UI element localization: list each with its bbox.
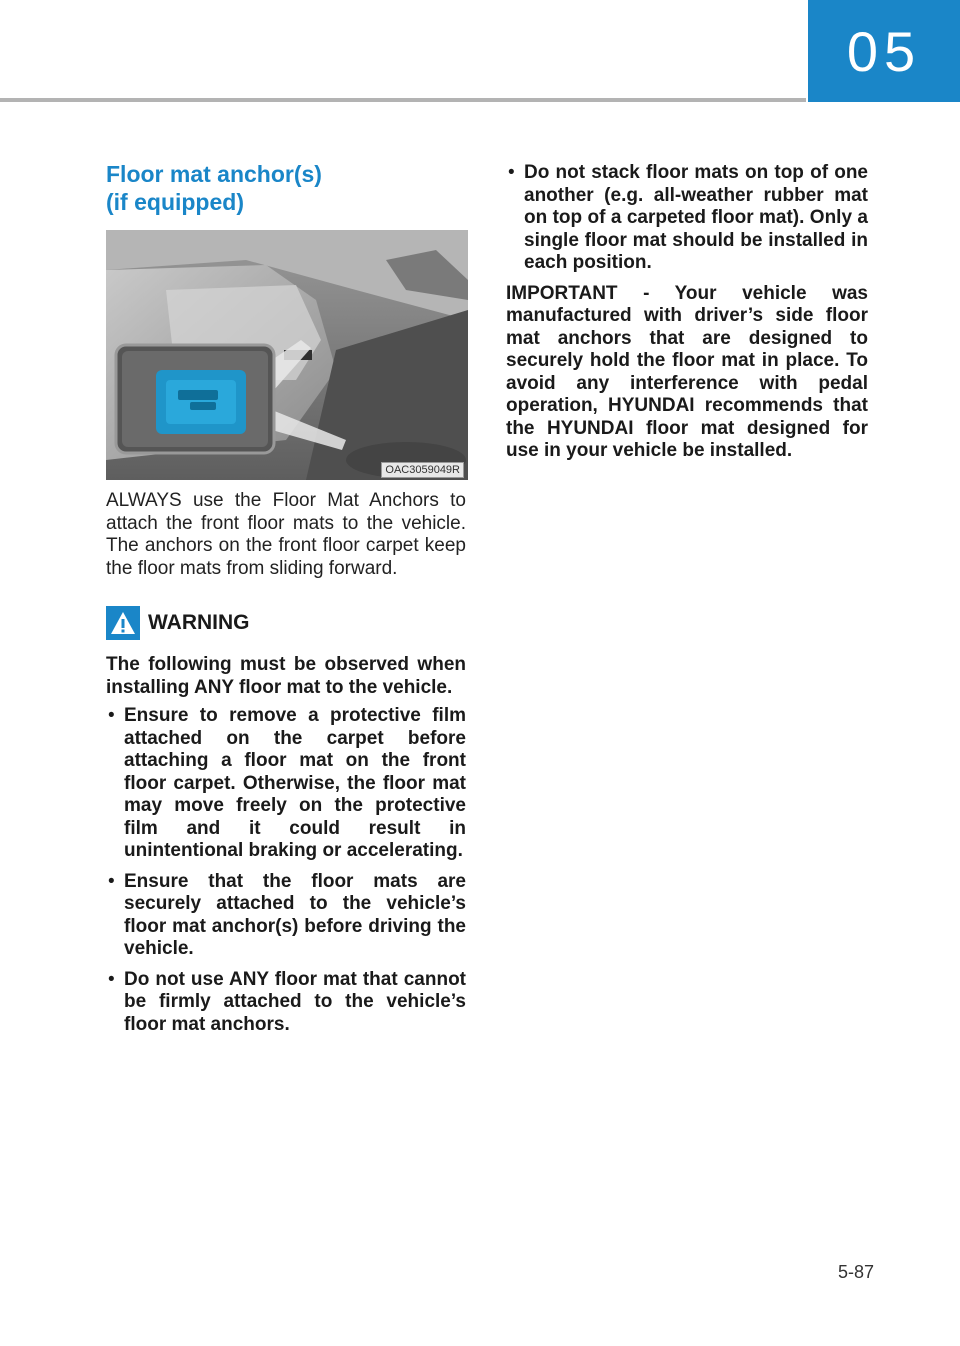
- floor-mat-anchor-illustration: [106, 230, 468, 480]
- right-column: [506, 162, 868, 463]
- warning-title: WARNING: [148, 611, 250, 634]
- header-rule: [0, 98, 806, 102]
- section-title-line2: (if equipped): [106, 189, 244, 215]
- warning-lead: The following must be observed when installing ANY floor mat to the vehicle.: [106, 654, 466, 698]
- intro-paragraph: ALWAYS use the Floor Mat Anchors to attach the front floor mats to the vehicle. The anchors on the front floor carpet keep the floor mats from sliding forward.: [106, 490, 466, 579]
- page-number: 5-87: [838, 1262, 875, 1282]
- figure-caption: OAC3059049R: [381, 462, 464, 478]
- list-item: • Ensure that the floor mats are securely attached to the vehicle’s floor mat anchor(s) before driving the vehicle.: [106, 871, 466, 961]
- list-item: • Ensure to remove a protective film attached on the carpet before attaching a floor mat on the front floor carpet. Otherwise, the floor mat may move freely on the protective film and it could result in unintentional braking or accelerating.: [106, 705, 466, 863]
- chapter-number: 05: [846, 19, 922, 83]
- warning-triangle-icon: [106, 606, 140, 640]
- section-title-line1: Floor mat anchor(s): [106, 161, 322, 187]
- warning-list: [106, 705, 466, 1036]
- list-item: • Do not stack floor mats on top of one another (e.g. all-weather rubber mat on top of a carpeted floor mat). Only a single floor mat should be installed in each position.: [506, 162, 868, 275]
- chapter-tab: [808, 0, 960, 102]
- important-note: IMPORTANT - Your vehicle was manufactured with driver’s side floor mat anchors that are designed to securely hold the floor mat in place. To avoid any interference with pedal operation, HYUNDAI recommends that the HYUNDAI floor mat designed for use in your vehicle be installed.: [506, 282, 868, 461]
- warning-list-continued: [506, 162, 868, 275]
- warning-heading: [106, 606, 466, 640]
- list-item: • Do not use ANY floor mat that cannot be firmly attached to the vehicle’s floor mat anchors.: [106, 969, 466, 1037]
- car-interior-image: [106, 230, 468, 480]
- section-title: [106, 160, 466, 216]
- left-column: [106, 160, 466, 1044]
